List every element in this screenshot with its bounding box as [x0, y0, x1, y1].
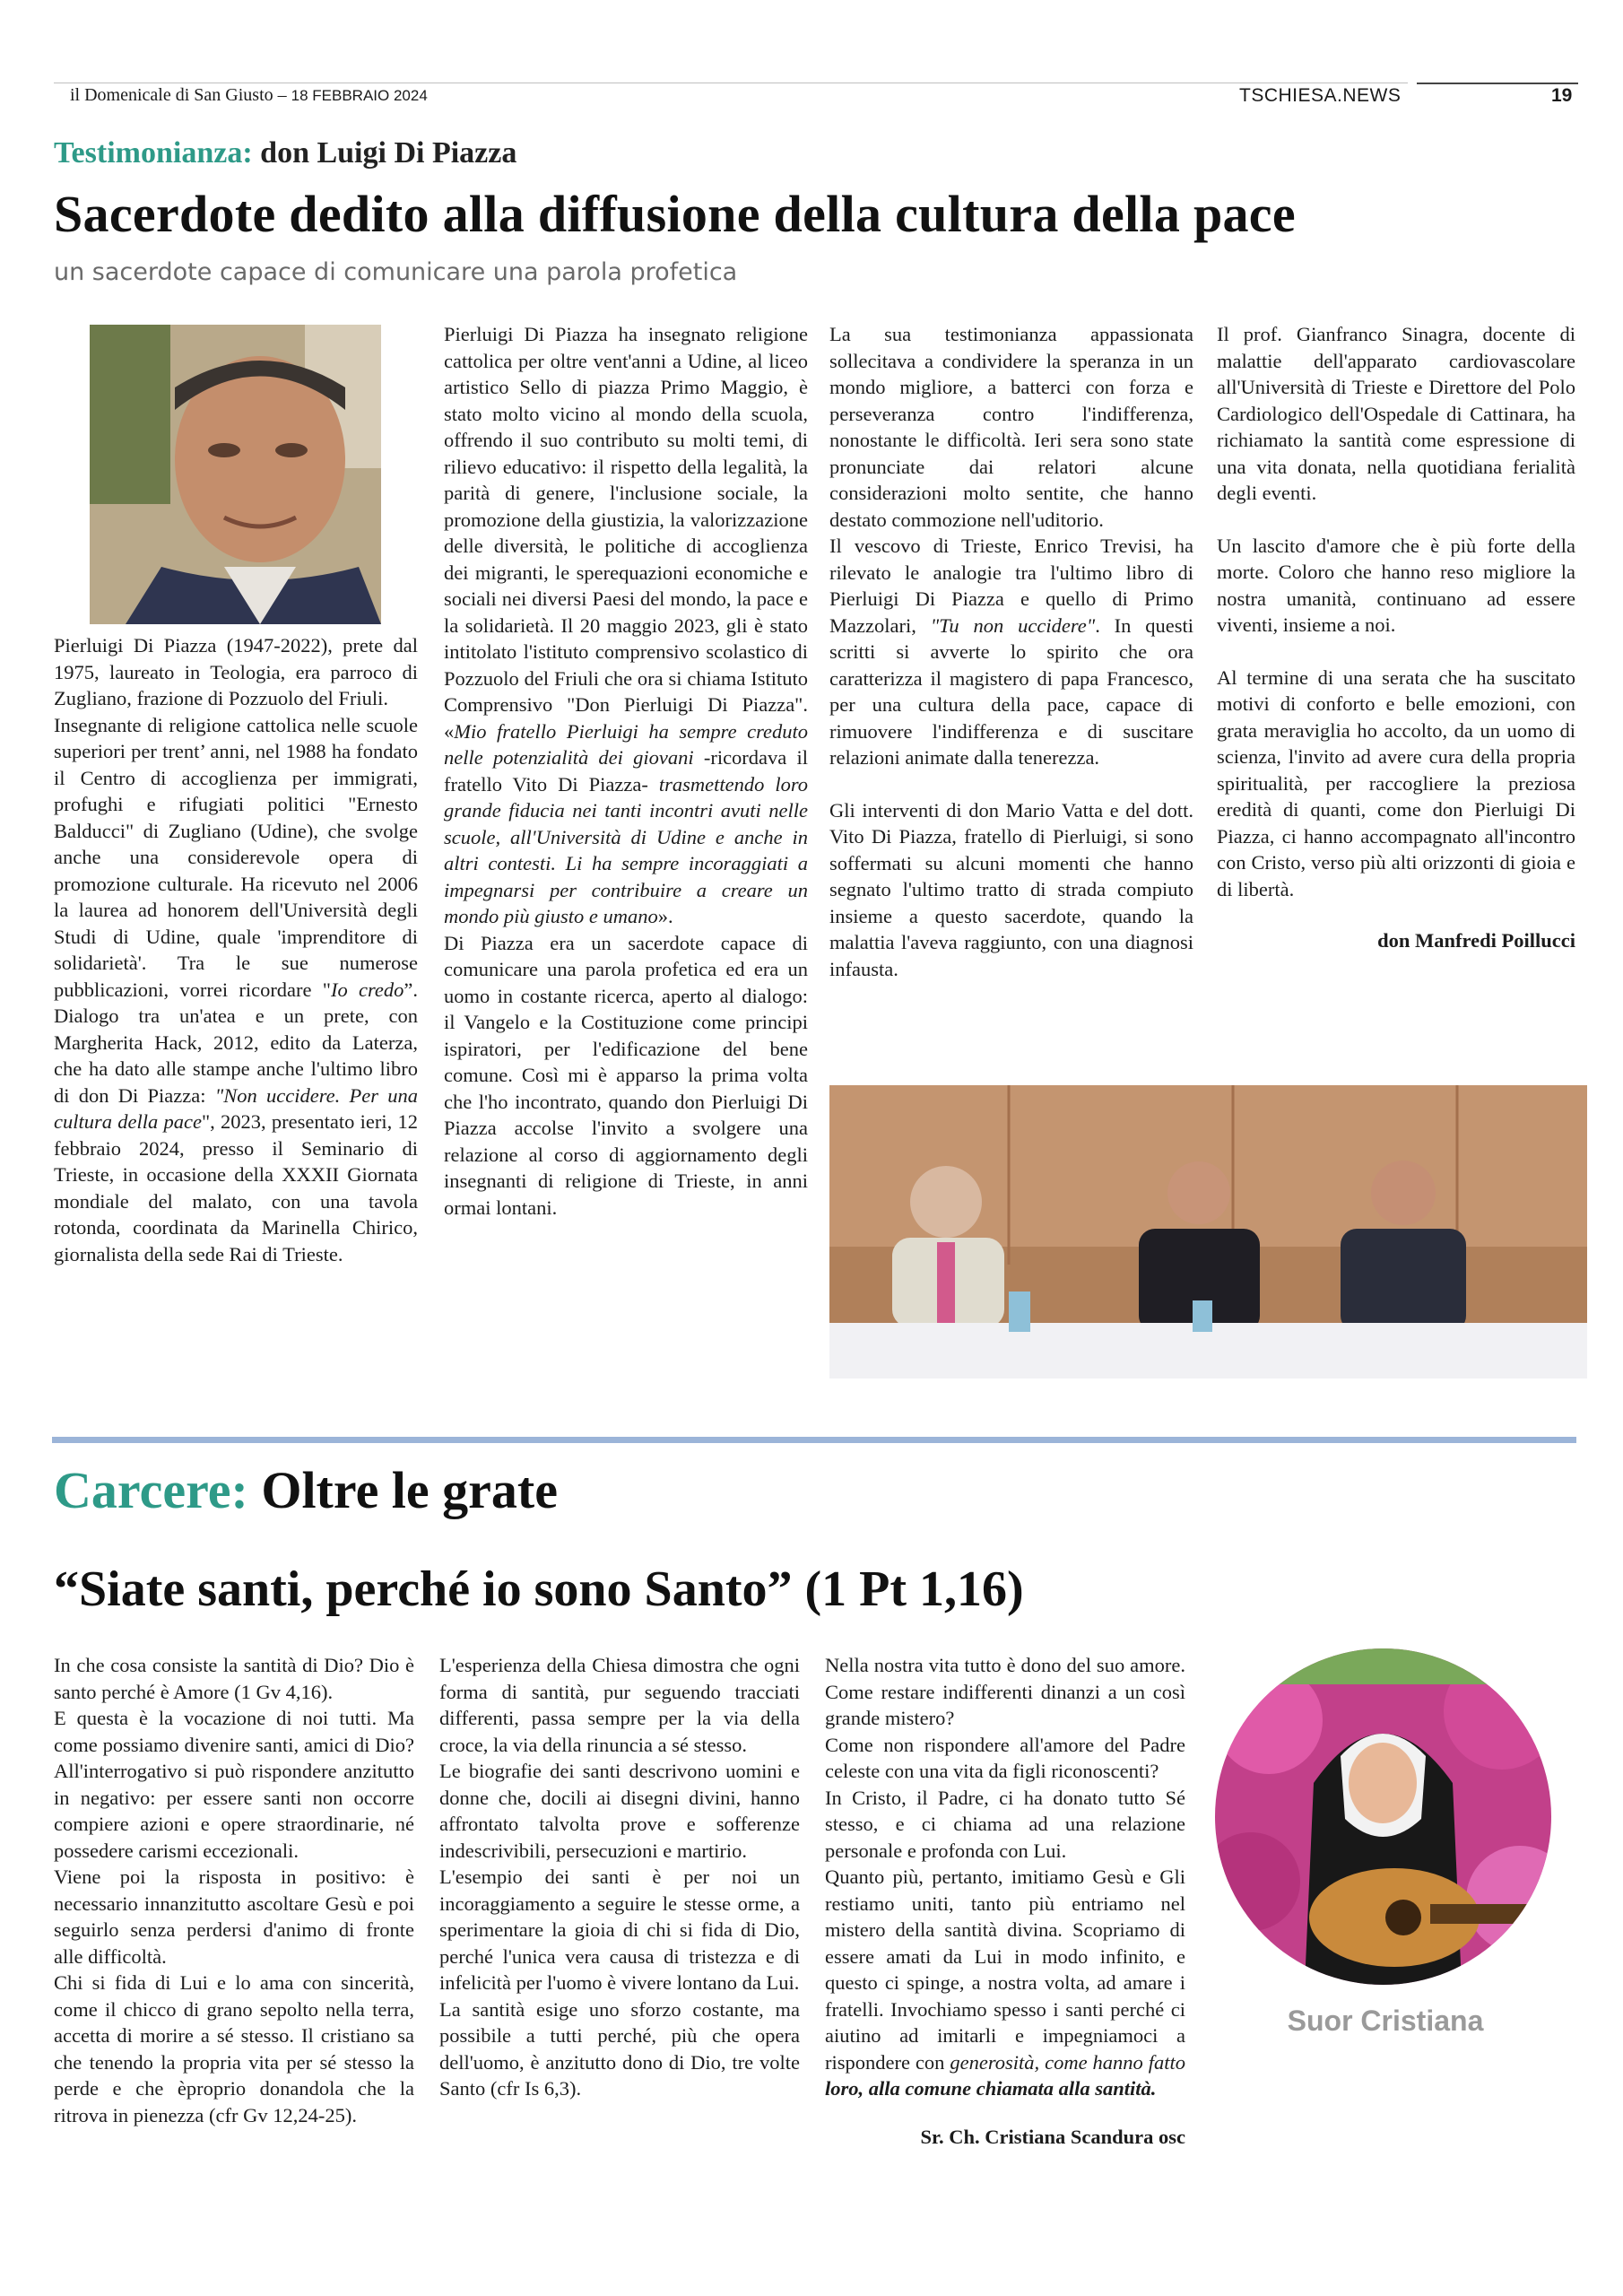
paragraph: In Cristo, il Padre, ci ha donato tutto Sé stesso, e ci chiama ad una relazione personale e profonda con Lui.	[825, 1786, 1185, 1862]
article1-column-3	[829, 321, 1193, 982]
article1-headline: Sacerdote dedito alla diffusione della cultura della pace	[54, 185, 1296, 243]
article2-signature: Sr. Ch. Cristiana Scandura osc	[920, 2125, 1185, 2148]
article1-column-2	[444, 321, 808, 1221]
paragraph: La santità esige uno sforzo costante, ma possibile a tutti perché, più che opera dell'uomo, è anzitutto dono di Dio, tre volte Santo (cfr Is 6,3).	[439, 1997, 800, 2100]
article1-column-4	[1217, 321, 1575, 954]
section-divider	[52, 1437, 1576, 1443]
nun-guitar-photo	[1215, 1648, 1551, 1985]
article1-column-1	[54, 632, 418, 1267]
paragraph: Insegnante di religione cattolica nelle scuole superiori per trent’ anni, nel 1988 ha fondato il Centro di accoglienza per immigrati, profughi e rifugiati politici "Ernesto Balducci" di Zugliano (Udine), che svolge anche una considerevole opera di promozione culturale. Ha ricevuto nel 2006 la laurea ad honorem dell'Università degli Studi di Udine, quale 'imprenditore di solidarietà'. Tra le sue numerose pubblicazioni, vorrei ricordare "Io credo”. Dialogo tra un'atea e un prete, con Margherita Hack, 2012, edito da Laterza, che ha dato alle stampe anche l'ultimo libro di don Di Piazza: "Non uccidere. Per una cultura della pace", 2023, presentato ieri, 12 febbraio 2024, presso il Seminario di Trieste, in occasione della XXXII Giornata mondiale del malato, con una tavola rotonda, coordinata da Marinella Chirico, giornalista della sede Rai di Trieste.	[54, 713, 419, 1265]
paragraph: Pierluigi Di Piazza (1947-2022), prete dal 1975, laureato in Teologia, era parroco di Zugliano, frazione di Pozzuolo del Friuli.	[54, 634, 418, 709]
portrait-photo	[90, 325, 381, 624]
photo-caption: Suor Cristiana	[1287, 2005, 1484, 2037]
paragraph: Il prof. Gianfranco Sinagra, docente di malattie dell'apparato cardiovascolare all'Università di Trieste e Direttore del Polo Cardiologico dell'Ospedale di Cattinara, ha richiamato la santità come espressione di una vita donata, nella quotidiana ferialità degli eventi.	[1217, 323, 1575, 504]
paragraph: Come non rispondere all'amore del Padre celeste con una vita da figli riconoscenti?	[825, 1733, 1185, 1782]
article1-kicker: Testimonianza: don Luigi Di Piazza	[54, 136, 517, 170]
paragraph: Pierluigi Di Piazza ha insegnato religione cattolica per oltre vent'anni a Udine, al liceo artistico Sello di piazza Primo Maggio, è stato molto vicino al mondo della scuola, offrendo il suo contributo su molti temi, di rilievo educativo: il rispetto della legalità, la parità di genere, l'inclusione sociale, la promozione della giustizia, la valorizzazione delle diversità, le politiche di accoglienza dei migranti, le sperequazioni economiche e sociali nei diversi Paesi del mondo, la pace e la solidarietà. Il 20 maggio 2023, gli è stato intitolato l'istituto comprensivo scolastico di Pozzuolo del Friuli che ora si chiama Istituto Comprensivo "Don Pierluigi Di Piazza". «Mio fratello Pierluigi ha sempre creduto nelle potenzialità dei giovani -ricordava il fratello Vito Di Piazza- trasmettendo loro grande fiducia nei tanti incontri avuti nelle scuole, all'Università di Udine e anche in altri contesti. Li ha sempre incoraggiati a impegnarsi per contribuire a creare un mondo più giusto e umano».	[444, 323, 808, 927]
paragraph: L'esperienza della Chiesa dimostra che ogni forma di santità, pur seguendo tracciati differenti, passa sempre per la via della croce, la via della rinuncia a sé stesso.	[439, 1654, 800, 1756]
paragraph: La sua testimonianza appassionata sollecitava a condividere la speranza in un mondo migliore, a batterci con forza e perseveranza contro l'indifferenza, nonostante le difficoltà. Ieri sera sono state pronunciate dai relatori alcune considerazioni molto sentite, che hanno destato commozione nell'uditorio.	[829, 323, 1193, 531]
article2-column-1	[54, 1652, 414, 2128]
paragraph: Di Piazza era un sacerdote capace di comunicare una parola profetica ed era un uomo in costante ricerca, aperto al dialogo: il Vangelo e la Costituzione come principi ispiratori, per l'edificazione del bene comune. Così mi è apparso la prima volta che l'ho incontrato, quando don Pierluigi Di Piazza accolse l'invito a svolgere una relazione al corso di aggiornamento degli insegnanti di religione di Trieste, in anni ormai lontani.	[444, 931, 808, 1219]
paragraph: Un lascito d'amore che è più forte della morte. Coloro che hanno reso migliore la nostra umanità, continuano ad essere viventi, insieme a noi.	[1217, 534, 1575, 636]
paragraph: Chi si fida di Lui e lo ama con sincerità, come il chicco di grano sepolto nella terra, accetta di morire a sé stesso. Il cristiano sa che tenendo la propria vita per sé stesso la perde e che èproprio donandola che la ritrova in pienezza (cfr Gv 12,24-25).	[54, 1971, 414, 2126]
header-paper-info: il Domenicale di San Giusto – 18 FEBBRAIO 2024	[70, 85, 428, 105]
paragraph: Gli interventi di don Mario Vatta e del dott. Vito Di Piazza, fratello di Pierluigi, si sono soffermati su alcuni momenti che hanno segnato l'ultimo tratto di strada compiuto insieme a questo sacerdote, quando la malattia l'aveva raggiunto, con una diagnosi infausta.	[829, 798, 1193, 980]
round-table-photo	[829, 1085, 1587, 1378]
article1-signature: don Manfredi Poillucci	[1377, 929, 1575, 952]
header-rule-accent	[1417, 83, 1578, 84]
article2-column-3	[825, 1652, 1185, 2150]
paragraph: L'esempio dei santi è per noi un incoraggiamento a seguire le stesse orme, a sperimentare la gioia di chi si fida di Dio, perché l'unica vera causa di tristezza e di infelicità per l'uomo è vivere lontano da Lui.	[439, 1866, 800, 1994]
article2-headline: “Siate santi, perché io sono Santo” (1 Pt 1,16)	[54, 1561, 1024, 1617]
paragraph: Nella nostra vita tutto è dono del suo amore. Come restare indifferenti dinanzi a un così grande mistero?	[825, 1654, 1185, 1729]
issue-date: 18 FEBBRAIO 2024	[291, 87, 428, 104]
paragraph: In che cosa consiste la santità di Dio? Dio è santo perché è Amore (1 Gv 4,16).	[54, 1654, 414, 1703]
paragraph: E questa è la vocazione di noi tutti. Ma come possiamo divenire santi, amici di Dio? All'interrogativo si può rispondere anzitutto in negativo: per essere santi non occorre compiere azioni e opere straordinarie, né possedere carismi eccezionali.	[54, 1707, 414, 1862]
paragraph: Viene poi la risposta in positivo: è necessario innanzitutto ascoltare Gesù e poi seguirlo senza perdersi d'animo di fronte alle difficoltà.	[54, 1866, 414, 1968]
paragraph: Le biografie dei santi descrivono uomini e donne che, docili ai disegni divini, hanno affrontato talvolta prove e sofferenze indescrivibili, persecuzioni e martirio.	[439, 1760, 800, 1862]
page-number: 19	[1551, 85, 1573, 106]
paragraph: Al termine di una serata che ha suscitato motivi di conforto e belle emozioni, con grata meraviglia ho accolto, da un uomo di scienza, l'invito ad avere cura della propria spiritualità, per raccogliere la preziosa eredità di quanti, come don Pierluigi Di Piazza, ci hanno accompagnato all'incontro con Cristo, verso più alti orizzonti di gioia e di libertà.	[1217, 665, 1575, 900]
article2-kicker: Carcere: Oltre le grate	[54, 1461, 558, 1519]
site-name: TSCHIESA.NEWS	[1239, 85, 1402, 106]
paragraph: Il vescovo di Trieste, Enrico Trevisi, ha rilevato le analogie tra l'ultimo libro di Pierluigi Di Piazza e quello di Primo Mazzolari, "Tu non uccidere". In questi scritti si avverte lo spirito che ora caratterizza il magistero di papa Francesco, per una cultura della pace, capace di rimuovere l'indifferenza e di suscitare relazioni animate dalla tenerezza.	[829, 535, 1194, 769]
article2-column-2	[439, 1652, 800, 2102]
paper-name: il Domenicale di San Giusto	[70, 85, 273, 105]
article1-subtitle: un sacerdote capace di comunicare una parola profetica	[54, 258, 738, 286]
paragraph: Quanto più, pertanto, imitiamo Gesù e Gli restiamo uniti, tanto più entriamo nel mistero della santità divina. Scopriamo di essere amati da Lui in modo infinito, e questo ci spinge, a nostra volta, ad amare i fratelli. Invochiamo spesso i santi perché ci aiutino ad imitarli e impegniamoci a rispondere con generosità, come hanno fatto loro, alla comune chiamata alla santità.	[825, 1866, 1185, 2100]
